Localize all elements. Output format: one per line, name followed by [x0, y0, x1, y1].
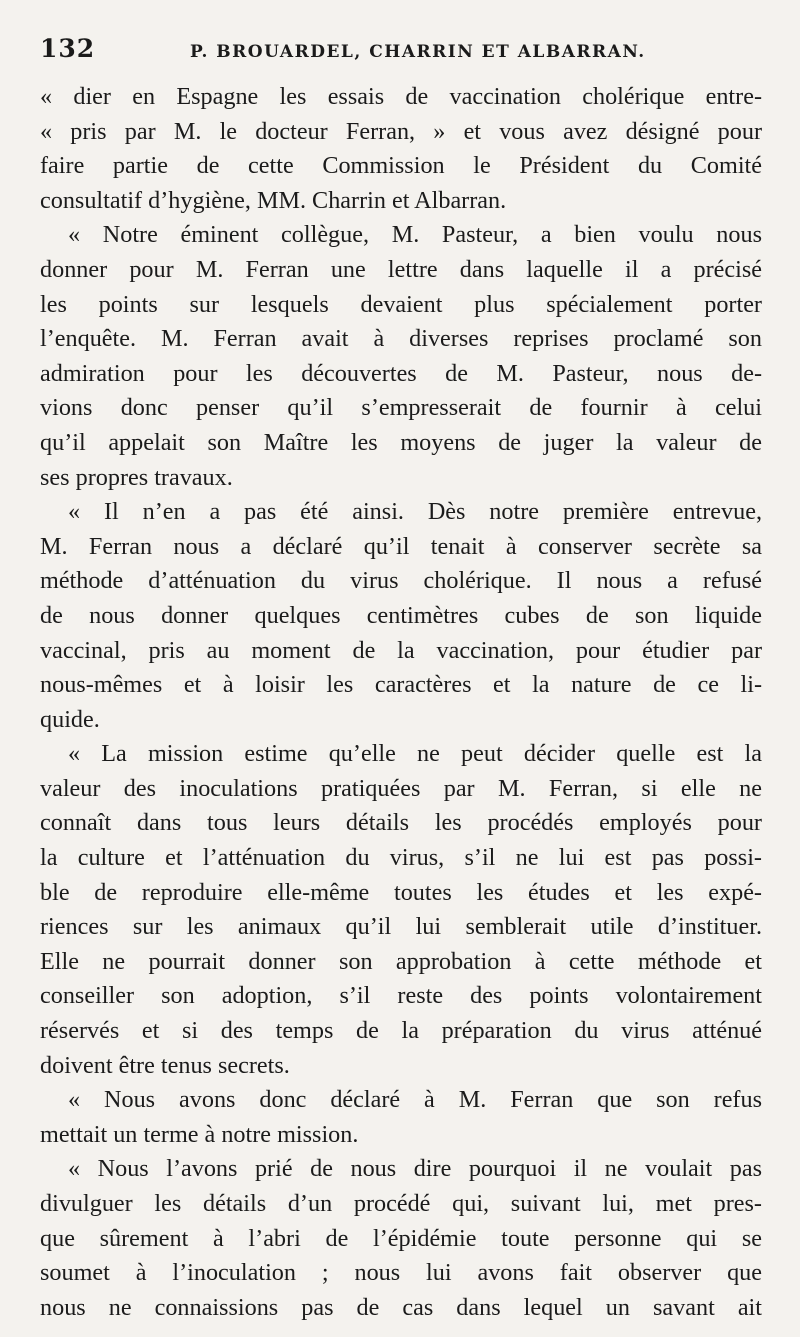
text-line: admiration pour les découvertes de M. Pasteur, nous de-	[40, 359, 762, 387]
text-line: vions donc penser qu’il s’empresserait de fournir à celui	[40, 394, 762, 422]
text-line: M. Ferran nous a déclaré qu’il tenait à conserver secrète sa	[40, 532, 762, 560]
text-line: valeur des inoculations pratiquées par M. Ferran, si elle ne	[40, 774, 762, 802]
text-line: ble de reproduire elle-même toutes les études et les expé-	[40, 878, 762, 906]
page-header	[40, 34, 762, 80]
text-line: l’enquête. M. Ferran avait à diverses reprises proclamé son	[40, 325, 762, 353]
text-line: « dier en Espagne les essais de vaccination cholérique entre-	[40, 83, 762, 110]
text-line: riences sur les animaux qu’il lui semblerait utile d’instituer.	[40, 913, 762, 941]
text-line: quide.	[40, 705, 100, 733]
text-line: nous-mêmes et à loisir les caractères et la nature de ce li-	[40, 671, 762, 699]
text-line: soumet à l’inoculation ; nous lui avons fait observer que	[40, 1259, 762, 1287]
text-line: doivent être tenus secrets.	[40, 1051, 290, 1079]
text-line: divulguer les détails d’un procédé qui, suivant lui, met pres-	[40, 1190, 762, 1217]
text-line: mettait un terme à notre mission.	[40, 1120, 359, 1148]
text-line: « pris par M. le docteur Ferran, » et vous avez désigné pour	[40, 117, 762, 145]
text-line: « Il n’en a pas été ainsi. Dès notre première entrevue,	[68, 498, 762, 526]
running-head: P. BROUARDEL, CHARRIN ET ALBARRAN.	[190, 42, 646, 62]
text-line: « Nous avons donc déclaré à M. Ferran que son refus	[68, 1086, 762, 1114]
text-line: méthode d’atténuation du virus cholérique. Il nous a refusé	[40, 567, 762, 595]
text-line: « Notre éminent collègue, M. Pasteur, a bien voulu nous	[68, 221, 762, 249]
text-line: conseiller son adoption, s’il reste des points volontairement	[40, 982, 762, 1010]
text-line: donner pour M. Ferran une lettre dans laquelle il a précisé	[40, 255, 762, 283]
body-text	[40, 80, 762, 1325]
text-line: faire partie de cette Commission le Président du Comité	[40, 152, 762, 180]
text-line: la culture et l’atténuation du virus, s’il ne lui est pas possi-	[40, 844, 762, 872]
text-line: « La mission estime qu’elle ne peut décider quelle est la	[68, 740, 762, 768]
text-line: connaît dans tous leurs détails les procédés employés pour	[40, 809, 762, 837]
text-line: les points sur lesquels devaient plus spécialement porter	[40, 290, 762, 318]
text-line: vaccinal, pris au moment de la vaccination, pour étudier par	[40, 636, 762, 664]
text-line: réservés et si des temps de la préparation du virus atténué	[40, 1017, 762, 1045]
page-number: 132	[40, 34, 96, 63]
text-line: que sûrement à l’abri de l’épidémie toute personne qui se	[40, 1224, 762, 1252]
text-line: qu’il appelait son Maître les moyens de juger la valeur de	[40, 428, 762, 456]
text-line: ses propres travaux.	[40, 463, 233, 491]
text-line: nous ne connaissions pas de cas dans lequel un savant ait	[40, 1293, 762, 1321]
text-line: Elle ne pourrait donner son approbation à cette méthode et	[40, 947, 762, 975]
text-line: « Nous l’avons prié de nous dire pourquoi il ne voulait pas	[68, 1155, 762, 1183]
text-line: de nous donner quelques centimètres cubes de son liquide	[40, 601, 762, 629]
text-line: consultatif d’hygiène, MM. Charrin et Albarran.	[40, 186, 507, 214]
